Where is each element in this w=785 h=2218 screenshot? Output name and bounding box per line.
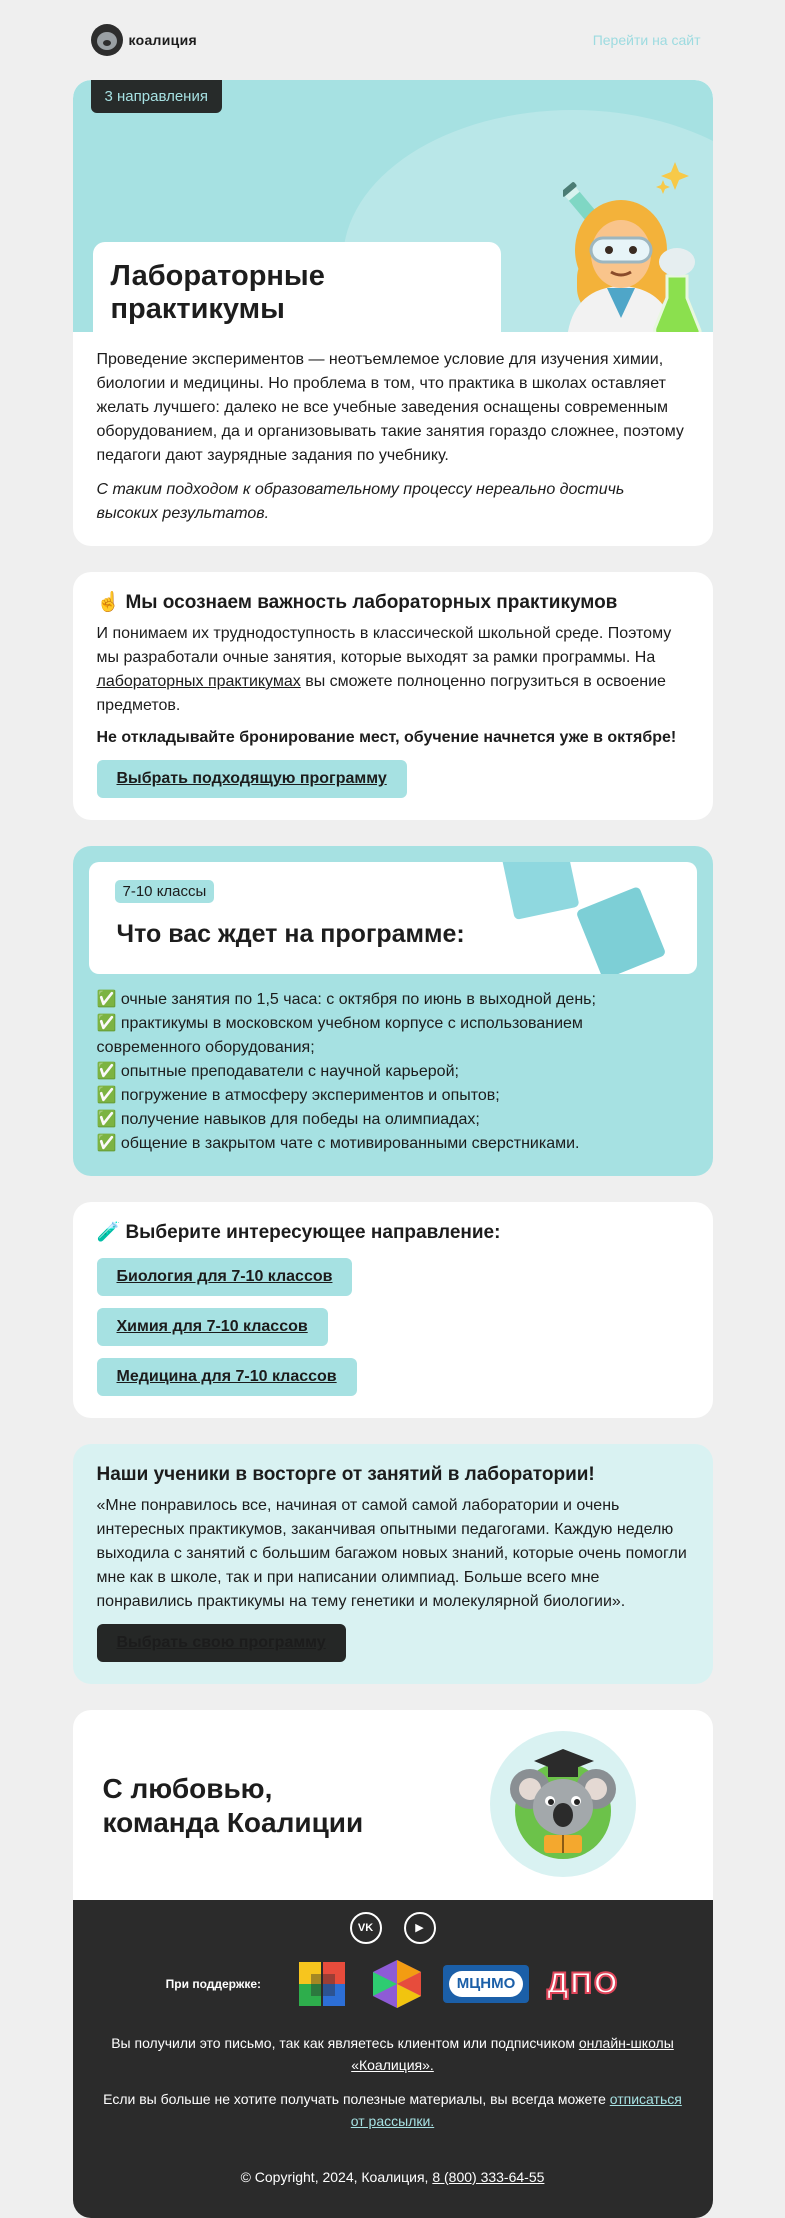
vk-icon[interactable]: VK [350, 1912, 382, 1944]
unsubscribe-text: Если вы больше не хотите получать полезные материалы, вы всегда можете [103, 2091, 610, 2107]
signoff-section [73, 1710, 713, 1900]
copyright [97, 2166, 689, 2188]
hero-title: Лабораторные практикумы [93, 242, 501, 332]
directions-count-tag: 3 направления [91, 80, 222, 113]
hero-banner [73, 80, 713, 332]
partners-row [97, 1958, 689, 2010]
list-item: ✅ общение в закрытом чате с мотивированными сверстниками. [96, 1135, 580, 1152]
lab-practicum-link[interactable]: лабораторных практикумах [96, 673, 301, 690]
unsubscribe-notice [97, 2088, 689, 2132]
review-quote: «Мне понравилось все, начиная от самой самой лаборатории и очень интересных практикумов, заканчивая опытными педагогами. Каждую неделю выходила с занятий с большим багажом новых знаний, которые очень помогли мне как в школе, так и при написании олимпиад. Больше всего мне понравились практикумы на тему генетики и молекулярной биологии». [96, 1497, 687, 1610]
brand-name: коалиция [128, 32, 197, 48]
list-item: ✅ погружение в атмосферу экспериментов и опытов; [96, 1087, 500, 1104]
program-header [89, 862, 697, 974]
list-item: ✅ очные занятия по 1,5 часа: с октября по июнь в выходной день; [96, 991, 596, 1008]
directions-heading [97, 1220, 689, 1246]
directions-card [73, 1202, 713, 1418]
importance-text-part: вы сможете полноценно погрузиться в освоение предметов. [96, 673, 666, 714]
booking-notice: Не откладывайте бронирование мест, обучение начнется уже в октябре! [96, 729, 677, 746]
go-to-site-link[interactable]: Перейти на сайт [592, 32, 701, 48]
footer [73, 1900, 713, 2218]
program-benefits-list [89, 974, 697, 1156]
logo[interactable] [91, 24, 197, 56]
biology-button[interactable]: Биология для 7-10 классов [97, 1258, 353, 1296]
signoff-text [103, 1772, 364, 1840]
social-links [97, 1912, 689, 1944]
list-item: ✅ получение навыков для победы на олимпиадах; [96, 1111, 480, 1128]
choose-your-program-button[interactable]: Выбрать свою программу [97, 1624, 346, 1662]
program-title: Что вас ждет на программе: [116, 920, 465, 948]
unsubscribe-link[interactable]: отписаться от рассылки. [350, 2091, 682, 2129]
list-item: ✅ практикумы в московском учебном корпусе с использованием современного оборудования; [96, 1015, 583, 1056]
medicine-button[interactable]: Медицина для 7-10 классов [97, 1358, 357, 1396]
youtube-icon[interactable]: ▶ [404, 1912, 436, 1944]
partner-logo-1-icon [295, 1958, 351, 2010]
koala-logo-icon [91, 24, 123, 56]
book-icon [500, 862, 579, 920]
hero-card [73, 80, 713, 546]
subscription-notice [97, 2032, 689, 2076]
mcnmo-logo [443, 1965, 529, 2003]
signoff-line: команда Коалиции [102, 1807, 364, 1838]
email-container [73, 0, 713, 2218]
hero-italic-paragraph: С таким подходом к образовательному процессу нереально достичь высоких результатов. [96, 481, 625, 522]
importance-text-part: И понимаем их труднодоступность в классической школьной среде. Поэтому мы разработали очные занятия, которые выходят за рамки программы. На [96, 625, 672, 666]
chemistry-button[interactable]: Химия для 7-10 классов [97, 1308, 328, 1346]
test-tube-icon: 🧪 [96, 1222, 121, 1243]
support-label: При поддержке: [165, 1977, 262, 1991]
importance-text [97, 622, 689, 718]
partner-logo-2-icon [369, 1958, 425, 2010]
directions-title: Выберите интересующее направление: [125, 1222, 501, 1243]
class-range-tag: 7-10 классы [115, 880, 215, 903]
book-icon [575, 886, 666, 974]
importance-title: Мы осознаем важность лабораторных практикумов [125, 592, 618, 613]
woman-scientist-icon [563, 158, 703, 332]
program-card [73, 846, 713, 1176]
header [73, 0, 713, 80]
importance-heading [97, 590, 689, 616]
review-title: Наши ученики в восторге от занятий в лаборатории! [96, 1464, 595, 1485]
koala-mascot [490, 1731, 636, 1877]
review-card [73, 1444, 713, 1684]
hero-text [73, 332, 713, 546]
signoff-line: С любовью, [102, 1773, 273, 1804]
school-link[interactable]: онлайн-школы «Коалиция». [351, 2035, 674, 2073]
copyright-text: © Copyright, 2024, Коалиция, [240, 2169, 433, 2185]
choose-program-button[interactable]: Выбрать подходящую программу [97, 760, 407, 798]
hero-paragraph: Проведение экспериментов — неотъемлемое условие для изучения химии, биологии и медицины. Но проблема в том, что практика в школах оставляет желать лучшего: далеко не все учебные заведения оснащены современным оборудованием, да и организовывать такие занятия гораздо сложнее, поэтому педагоги дают заурядные задания по учебнику. [96, 351, 684, 464]
notice-text: Вы получили это письмо, так как являетесь клиентом или подписчиком [111, 2035, 579, 2051]
pointing-hand-icon: ☝️ [96, 592, 121, 613]
dpo-logo: ДПО [547, 1967, 620, 2000]
importance-card [73, 572, 713, 820]
koala-graduate-icon [490, 1731, 636, 1877]
mcnmo-logo-text: МЦНМО [449, 1971, 523, 1997]
list-item: ✅ опытные преподаватели с научной карьерой; [96, 1063, 459, 1080]
phone-link[interactable]: 8 (800) 333-64-55 [432, 2169, 545, 2185]
